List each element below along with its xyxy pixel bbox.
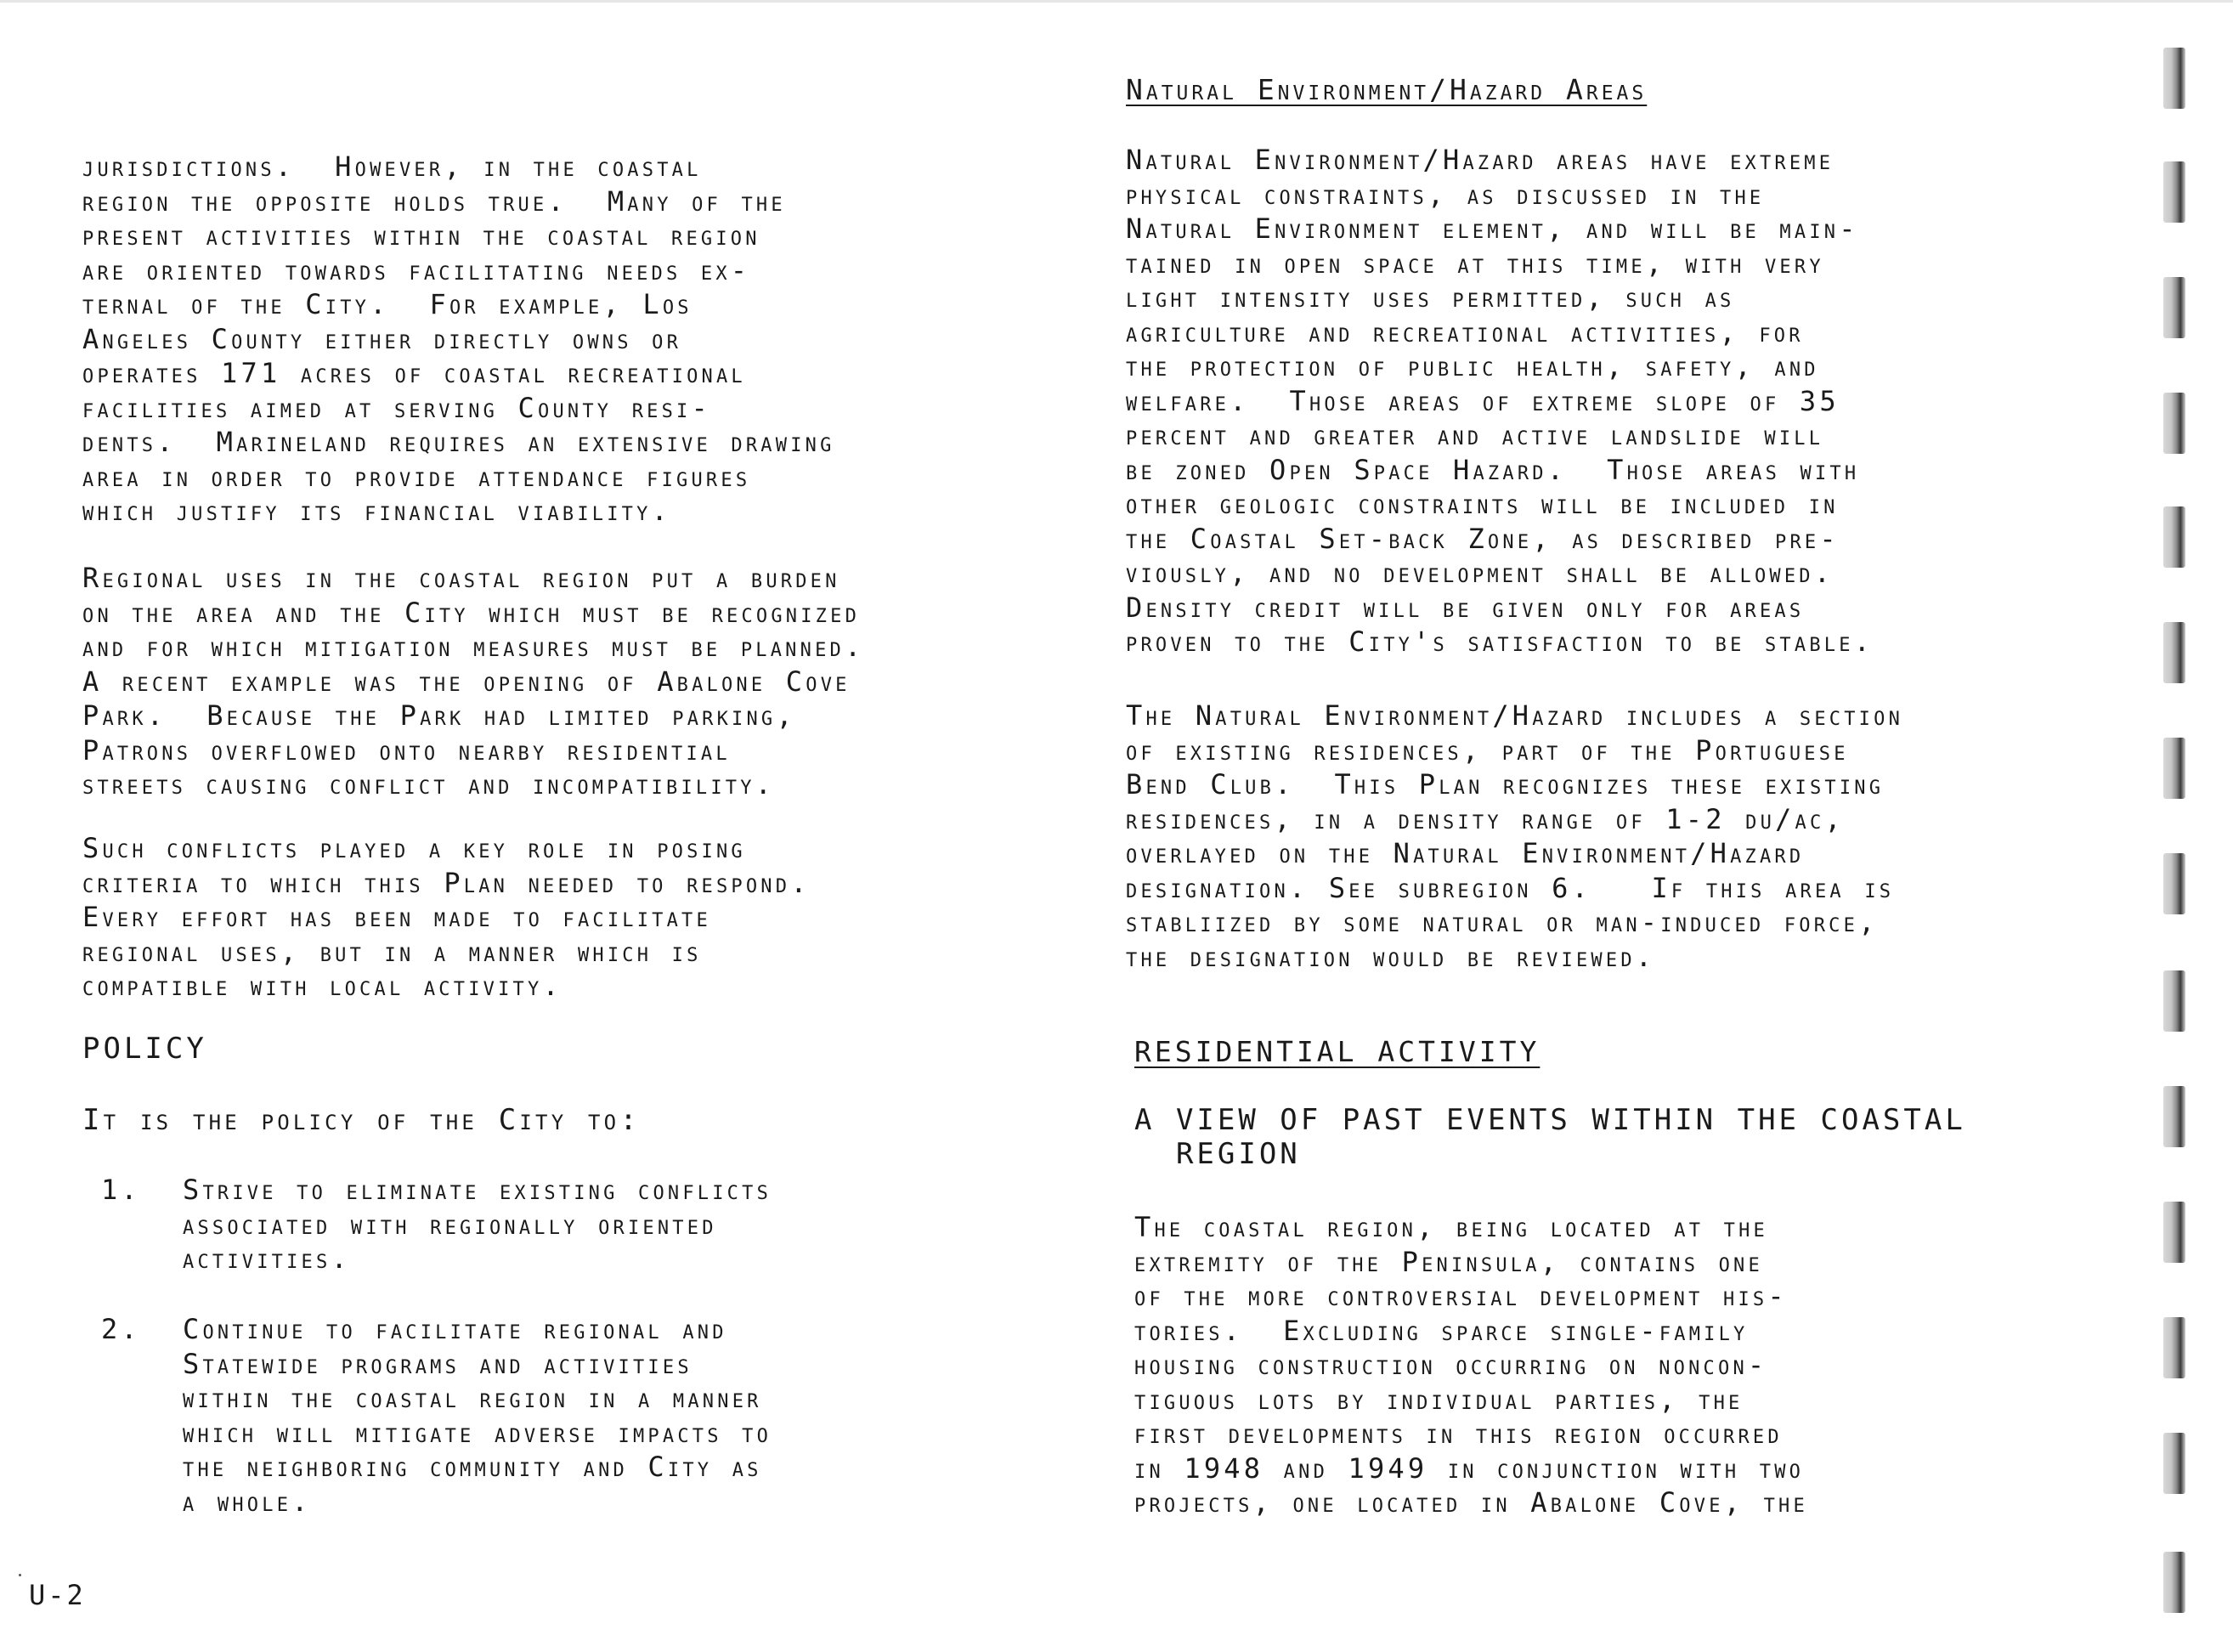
spiral-binding [2163, 0, 2197, 1652]
binding-ring [2163, 393, 2185, 454]
policy-item-text: Strive to eliminate existing conflicts associated with regionally oriented activities. [183, 1174, 772, 1275]
binding-ring [2163, 622, 2185, 683]
policy-heading: POLICY [82, 1032, 207, 1066]
binding-ring [2163, 853, 2185, 914]
policy-item-text: Continue to facilitate regional and Statewide programs and activities within the coastal region in a manner which will mitigate adverse impacts to the neighboring community and City as a whole. [183, 1313, 772, 1518]
scan-speck [19, 1574, 21, 1576]
binding-ring [2163, 1317, 2185, 1378]
heading-natural-environment-hazard-areas: Natural Environment/Hazard Areas [1126, 73, 1648, 106]
page-top-edge [0, 0, 2233, 3]
binding-ring [2163, 1202, 2185, 1263]
subheading-past-events: A VIEW OF PAST EVENTS WITHIN THE COASTAL REGION [1134, 1103, 1966, 1171]
binding-ring [2163, 48, 2185, 109]
heading-residential-activity: RESIDENTIAL ACTIVITY [1134, 1035, 1540, 1068]
paragraph-coastal-region-history: The coastal region, being located at the extremity of the Peninsula, contains one of the more controversial development his- tories. Excluding sparce single-family housing construction occurring on noncon- tiguous lots by individual parties, the first developments in this region occurred in 1948 and 1949 in conjunction with two projects, one located in Abalone Cove, the [1134, 1211, 1808, 1519]
binding-ring [2163, 1433, 2185, 1494]
paragraph-natural-environment-hazard: Natural Environment/Hazard areas have extreme physical constraints, as discussed in the Natural Environment element, and will be main- tained in open space at this time, with very light intensity uses permitted, such as agriculture and recreational activities, for the protection of public health, safety, and welfare. Those areas of extreme slope of 35 percent and greater and active landslide will be zoned Open Space Hazard. Those areas with other geologic constraints will be included in the Coastal Set-back Zone, as described pre- viously, and no development shall be allowed. Density credit will be given only for areas proven to the City's satisfaction to be stable. [1126, 144, 1874, 658]
binding-ring [2163, 277, 2185, 338]
binding-ring [2163, 506, 2185, 568]
page-number: U-2 [29, 1579, 86, 1611]
policy-item-number: 2. [101, 1313, 141, 1345]
binding-ring [2163, 970, 2185, 1032]
policy-item-number: 1. [101, 1174, 141, 1206]
policy-intro: It is the policy of the City to: [82, 1103, 641, 1137]
binding-ring [2163, 1086, 2185, 1147]
paragraph-such-conflicts: Such conflicts played a key role in posing criteria to which this Plan needed to respond. Every effort has been made to facilitate regional uses, but in a manner which is compatible with local activity. [82, 832, 811, 1002]
paragraph-portuguese-bend: The Natural Environment/Hazard includes a section of existing residences, part of the Portuguese Bend Club. This Plan recognizes these existing residences, in a density range of 1-2 du/ac, overlayed on the Natural Environment/Hazard designation. See subregion 6. If this area is stabliized by some natural or man-induced force, the designation would be reviewed. [1126, 699, 1904, 973]
binding-ring [2163, 738, 2185, 799]
paragraph-regional-uses: Regional uses in the coastal region put a burden on the area and the City which must be recognized and for which mitigation measures must be planned. A recent example was the opening of Abalone Cove Park. Because the Park had limited parking, Patrons overflowed onto nearby residential streets causing conflict and incompatibility. [82, 562, 865, 801]
paragraph-jurisdictions: jurisdictions. However, in the coastal region the opposite holds true. Many of the present activities within the coastal region are oriented towards facilitating needs ex- ternal of the City. For example, Los Angeles County either directly owns or operates 171 acres of coastal recreational facilities aimed at serving County resi- dents. Marineland requires an extensive drawing area in order to provide attendance figures which justify its financial viability. [82, 150, 835, 527]
binding-ring [2163, 1552, 2185, 1613]
binding-ring [2163, 161, 2185, 223]
